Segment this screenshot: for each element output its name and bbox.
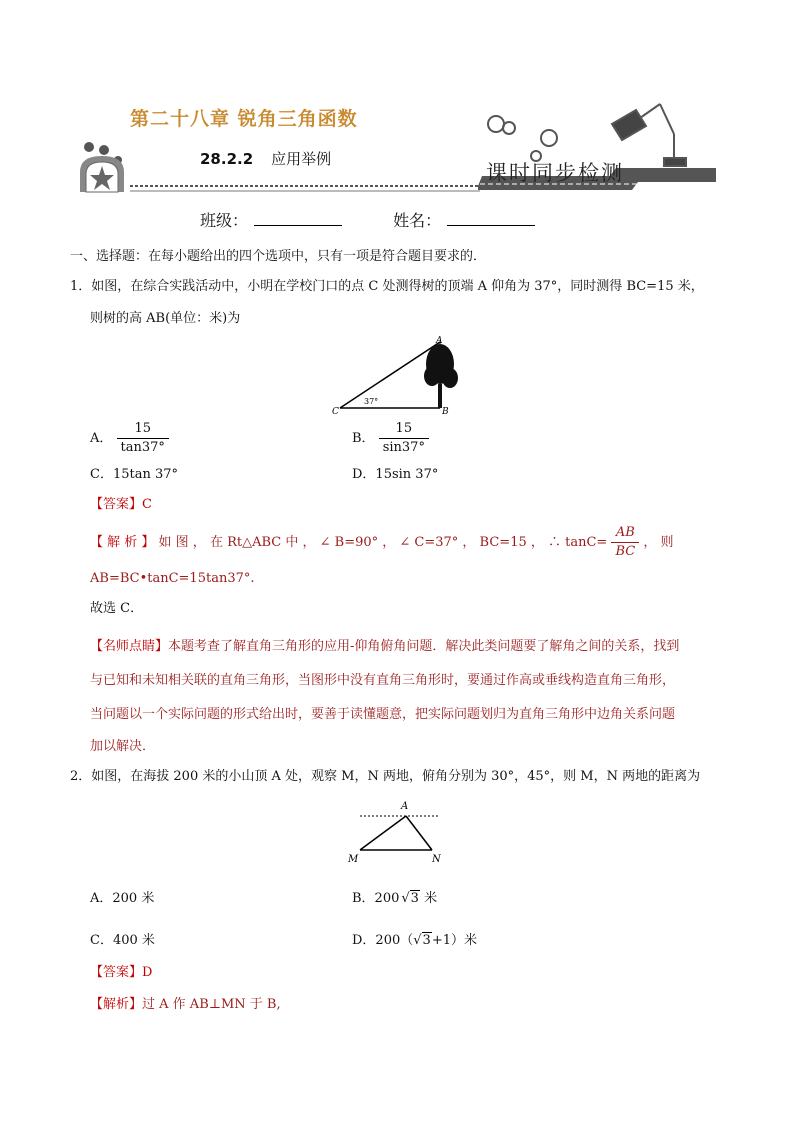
q2-analysis: 【解析】过 A 作 AB⊥MN 于 B, — [90, 997, 281, 1012]
angle-label: 37° — [364, 397, 379, 406]
label-B: B — [442, 407, 449, 416]
q2-figure — [340, 796, 450, 866]
name-blank — [447, 211, 535, 226]
q2-option-d: D．200（√3+1）米 — [352, 933, 477, 948]
tree-icon — [424, 344, 458, 408]
star-badge-icon — [80, 142, 124, 192]
label-A: A — [436, 336, 443, 346]
q2-option-b: B．200 √3 米 — [352, 891, 438, 906]
q1-tip-line4: 加以解决． — [90, 739, 156, 754]
q1-option-a: A． $\frac{15}{\tan 37^\circ}$ — [90, 420, 169, 457]
banner-title: 课时同步检测 — [486, 161, 624, 185]
q1-line2: 则树的高 AB(单位：米)为 — [90, 311, 241, 326]
q1-line1: 1．如图，在综合实践活动中，小明在学校门口的点 C 处测得树的顶端 A 仰角为 37°，同时测得 BC=15 米， — [70, 279, 704, 294]
label-M: M — [348, 854, 359, 865]
section-heading — [200, 148, 331, 169]
option-b-fraction: $\frac{15}{\sin 37^\circ}$ — [379, 420, 429, 457]
q1-option-c: C．15tan 37° — [90, 467, 179, 482]
tan-fraction: $\frac{AB}{BC}$ — [611, 524, 639, 561]
q1-analysis: 【 解 析 】 如 图 ， 在 Rt△ABC 中 ， ∠ B=90° ， ∠ C=37° ， BC=15 ， ∴ tanC= $\frac{AB}{BC}$ ， 则 — [90, 525, 674, 559]
part-heading: 一、选择题：在每小题给出的四个选项中，只有一项是符合题目要求的． — [70, 249, 487, 264]
sqrt-3b: 3 — [422, 933, 431, 948]
banner-lines — [130, 168, 716, 191]
q1-analysis-line2: AB=BC•tanC=15tan37°. — [90, 571, 255, 586]
q2-option-a: A．200 米 — [90, 891, 155, 906]
option-a-fraction: $\frac{15}{\tan 37^\circ}$ — [117, 420, 169, 457]
student-info-row — [200, 208, 535, 231]
sqrt-3: 3 — [410, 891, 419, 906]
q1-tip-line1: 【名师点睛】本题考查了解直角三角形的应用-仰角俯角问题．解决此类问题要了解角之间的关系，找到 — [90, 639, 680, 654]
class-label: 班级： — [200, 211, 249, 230]
label-C: C — [332, 407, 339, 416]
name-label: 姓名： — [393, 211, 442, 230]
section-title: 应用举例 — [271, 150, 332, 168]
header-decoration — [0, 0, 794, 200]
q2-option-c: C．400 米 — [90, 933, 155, 948]
analysis-tag: 【 解 析 】 — [90, 535, 155, 550]
q1-option-d: D．15sin 37° — [352, 467, 439, 482]
q1-answer: 【答案】C — [90, 497, 152, 512]
section-number: 28.2.2 — [200, 150, 254, 168]
class-blank — [254, 211, 342, 226]
q1-tip-line2: 与已知和未知相关联的直角三角形，当图形中没有直角三角形时，要通过作高或垂线构造直角三角形， — [90, 673, 676, 688]
label-N: N — [432, 854, 441, 865]
q1-option-b: B． $\frac{15}{\sin 37^\circ}$ — [352, 420, 429, 457]
q2-line1: 2．如图，在海拔 200 米的小山顶 A 处，观察 M，N 两地，俯角分别为 30°，45°，则 M，N 两地的距离为 — [70, 769, 701, 784]
chapter-title: 第二十八章 锐角三角函数 — [130, 108, 358, 130]
q1-tip-line3: 当问题以一个实际问题的形式给出时，要善于读懂题意，把实际问题划归为直角三角形中边角关系问题 — [90, 707, 676, 722]
label-A2: A — [401, 801, 409, 812]
q1-conclusion: 故选 C． — [90, 601, 144, 616]
q2-answer: 【答案】D — [90, 965, 153, 980]
q1-figure — [330, 334, 470, 416]
tip-tag: 【名师点睛】 — [90, 639, 169, 654]
